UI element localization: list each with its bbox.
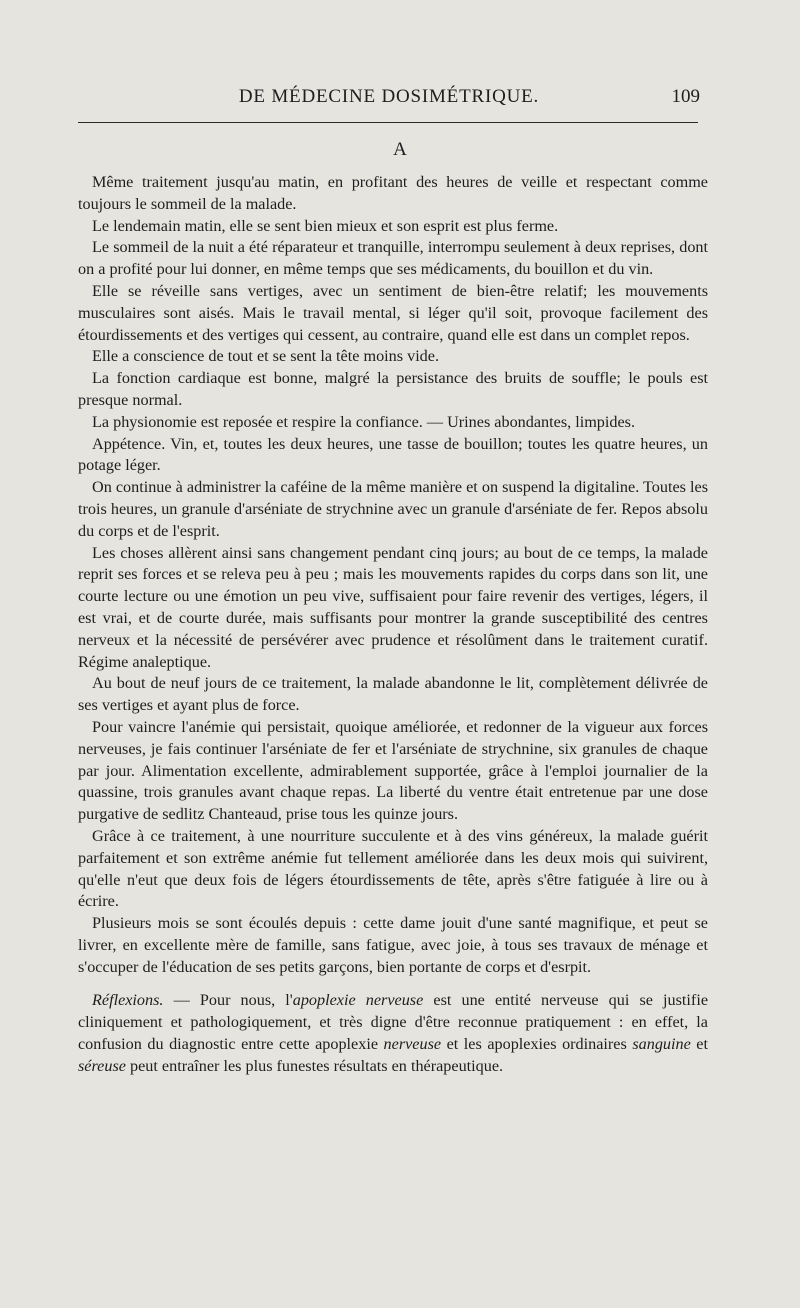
page-header	[78, 86, 700, 116]
reflexions-paragraph	[78, 990, 708, 1077]
running-title: DE MÉDECINE DOSIMÉTRIQUE.	[238, 86, 540, 107]
paragraph: Pour vaincre l'anémie qui persistait, quoique améliorée, et redonner de la vigueur aux forces nerveuses, je fais continuer l'arséniate de fer et l'arséniate de strychnine, six granules de chaque par jour. Alimentation excellente, admirablement supportée, grâce à l'emploi journalier de la quassine, trois granules avant chaque repas. La liberté du ventre était entretenue par une dose purgative de sedlitz Chanteaud, prise tous les quinze jours.	[78, 717, 708, 824]
reflexions-term: apoplexie nerveuse	[292, 991, 424, 1010]
paragraph: Le sommeil de la nuit a été réparateur et tranquille, interrompu seulement à deux reprises, dont on a profité pour lui donner, en même temps que ses médicaments, du bouillon et du vin.	[78, 238, 708, 279]
reflexions-term: sanguine	[632, 1035, 691, 1054]
reflexions-term: séreuse	[78, 1056, 126, 1075]
reflexions-text: est une entité nerveuse qui se justifie cliniquement et pathologiquement, et très digne d'être reconnue pratiquement : en effet, la confusion du diagnostic entre cette apoplexie	[78, 991, 709, 1054]
paragraph: Le lendemain matin, elle se sent bien mieux et son esprit est plus ferme.	[92, 216, 559, 235]
paragraph: Elle se réveille sans vertiges, avec un sentiment de bien-être relatif; les mouvements musculaires sont aisés. Mais le travail mental, si léger qu'il soit, provoque facilement des étourdissements et des vertiges qui cessent, au contraire, quand elle est dans un complet repos.	[78, 281, 708, 344]
reflexions-text: peut entraîner les plus funestes résultats en thérapeutique.	[125, 1056, 504, 1075]
reflexions-text: et	[690, 1035, 708, 1054]
body-text	[78, 172, 708, 1078]
reflexions-text: et les apoplexies ordinaires	[441, 1035, 633, 1054]
paragraph: Même traitement jusqu'au matin, en profitant des heures de veille et respectant comme toujours le sommeil de la malade.	[78, 173, 708, 213]
reflexions-text: — Pour nous, l'	[163, 991, 293, 1010]
paragraph: Appétence. Vin, et, toutes les deux heures, une tasse de bouillon; toutes les quatre heures, un potage léger.	[78, 434, 708, 475]
paragraph: La physionomie est reposée et respire la confiance. — Urines abondantes, limpides.	[92, 412, 636, 431]
header-rule	[78, 122, 698, 123]
paragraph: Elle a conscience de tout et se sent la tête moins vide.	[92, 347, 440, 366]
section-letter: A	[393, 139, 407, 160]
paragraph: Plusieurs mois se sont écoulés depuis : cette dame jouit d'une santé magnifique, et peut se livrer, en excellente mère de famille, sans fatigue, avec joie, à tous ses travaux de ménage et s'occuper de l'éducation de ses petits garçons, bien portante de corps et d'esrpit.	[78, 914, 708, 976]
reflexions-term: nerveuse	[383, 1035, 442, 1054]
page-number: 109	[671, 86, 700, 107]
paragraph: Grâce à ce traitement, à une nourriture succulente et à des vins généreux, la malade guérit parfaitement et son extrême anémie fut tellement améliorée dans les deux mois qui suivirent, qu'elle n'eut que deux fois de légers étourdissements de tête, après s'être fatiguée à lire ou à écrire.	[78, 826, 708, 911]
paragraph: On continue à administrer la caféine de la même manière et on suspend la digitaline. Toutes les trois heures, un granule d'arséniate de strychnine avec un granule d'arséniate de fer. Repos absolu du corps et de l'esprit.	[78, 478, 708, 540]
reflexions-label: Réflexions.	[92, 991, 164, 1010]
paragraph: La fonction cardiaque est bonne, malgré la persistance des bruits de souffle; le pouls est presque normal.	[78, 369, 708, 409]
paragraph: Les choses allèrent ainsi sans changement pendant cinq jours; au bout de ce temps, la malade reprit ses forces et se releva peu à peu ; mais les mouvements rapides du corps dans son lit, une courte lecture ou une émotion un peu vive, suffisaient pour faire revenir des vertiges, légers, il est vrai, et de courte durée, mais suffisants pour montrer la grande susceptibilité des centres nerveux et la nécessité de persévérer avec prudence et résolûment dans le traitement curatif. Régime analeptique.	[78, 543, 708, 671]
paragraph: Au bout de neuf jours de ce traitement, la malade abandonne le lit, complètement délivrée de ses vertiges et ayant plus de force.	[78, 674, 708, 715]
